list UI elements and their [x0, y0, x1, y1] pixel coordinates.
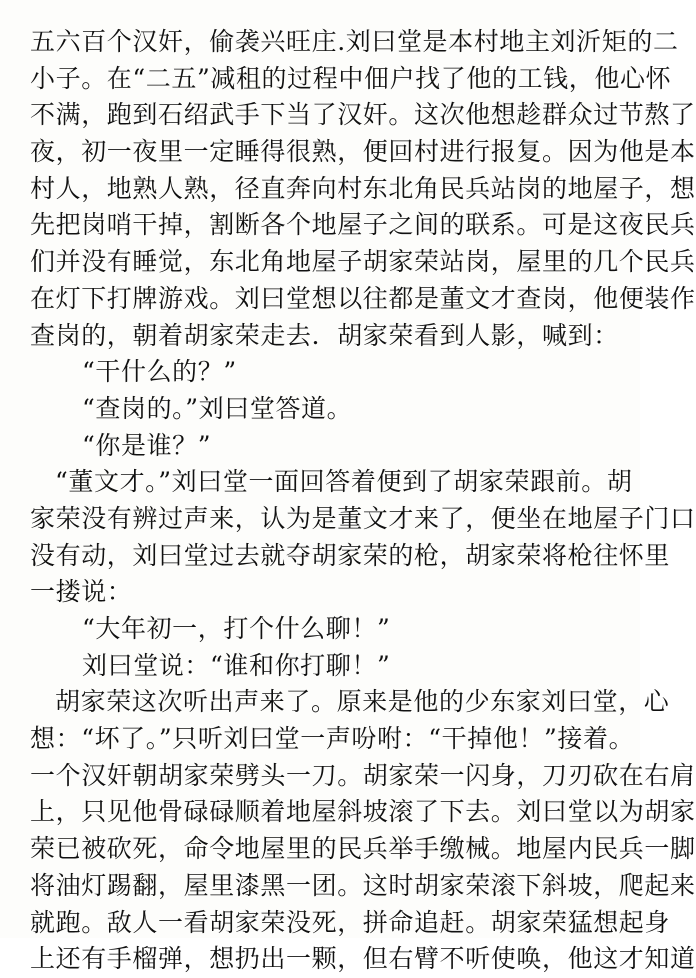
- dialogue-line: “干什么的？”: [82, 357, 237, 387]
- dialogue-line: “查岗的。”刘曰堂答道。: [82, 393, 353, 423]
- paragraph-start-line: “董文才。”刘曰堂一面回答着便到了胡家荣跟前。胡: [55, 467, 633, 497]
- dialogue-line: “大年初一，打个什么聊！”: [82, 614, 391, 643]
- dialogue-line: “你是谁？”: [82, 430, 212, 460]
- text-line: 没有动，刘曰堂过去就夺胡家荣的枪，胡家荣将枪往怀里: [30, 540, 671, 570]
- text-line: 家荣没有辨过声来，认为是董文才来了，便坐在地屋子门口: [30, 503, 696, 533]
- text-line: 村人，地熟人熟，径直奔向村东北角民兵站岗的地屋子，想: [30, 173, 696, 203]
- text-line: 先把岗哨干掉，割断各个地屋子之间的联系。可是这夜民兵: [30, 210, 696, 240]
- text-line: 荣已被砍死，命令地屋里的民兵举手缴械。地屋内民兵一脚: [30, 834, 696, 864]
- text-line: 将油灯踢翻，屋里漆黑一团。这时胡家荣滚下斜坡，爬起来: [30, 870, 696, 900]
- text-line: 一搂说：: [30, 577, 133, 607]
- text-line: 查岗的，朝着胡家荣走去．胡家荣看到人影，喊到：: [30, 320, 619, 350]
- dialogue-line: 刘曰堂说：“谁和你打聊！”: [82, 650, 391, 680]
- text-line: 上还有手榴弹，想扔出一颗，但右臂不听使唤，他这才知道: [30, 944, 696, 974]
- text-line: 夜，初一夜里一定睡得很熟，便回村进行报复。因为他是本: [30, 137, 696, 167]
- text-line: 想：“坏了。”只听刘曰堂一声吩咐：“干掉他！”接着。: [30, 724, 635, 754]
- text-line: 小子。在“二五”减租的过程中佃户找了他的工钱，他心怀: [30, 63, 672, 93]
- text-line: 五六百个汉奸，偷袭兴旺庄.刘曰堂是本村地主刘沂矩的二: [30, 27, 679, 56]
- text-line: 一个汉奸朝胡家荣劈头一刀。胡家荣一闪身，刀刃砍在右肩: [30, 760, 696, 790]
- text-line: 在灯下打牌游戏。刘曰堂想以往都是董文才查岗，他便装作: [30, 283, 696, 313]
- text-line: 上，只见他骨碌碌顺着地屋斜坡滚了下去。刘曰堂以为胡家: [30, 797, 696, 827]
- text-line: 不满，跑到石绍武手下当了汉奸。这次他想趁群众过节熬了: [30, 100, 696, 130]
- text-line: 们并没有睡觉，东北角地屋子胡家荣站岗，屋里的几个民兵: [30, 247, 696, 277]
- paragraph-start-line: 胡家荣这次听出声来了。原来是他的少东家刘曰堂，心: [55, 687, 670, 717]
- text-line: 就跑。敌人一看胡家荣没死，拼命追赶。胡家荣猛想起身: [30, 907, 671, 937]
